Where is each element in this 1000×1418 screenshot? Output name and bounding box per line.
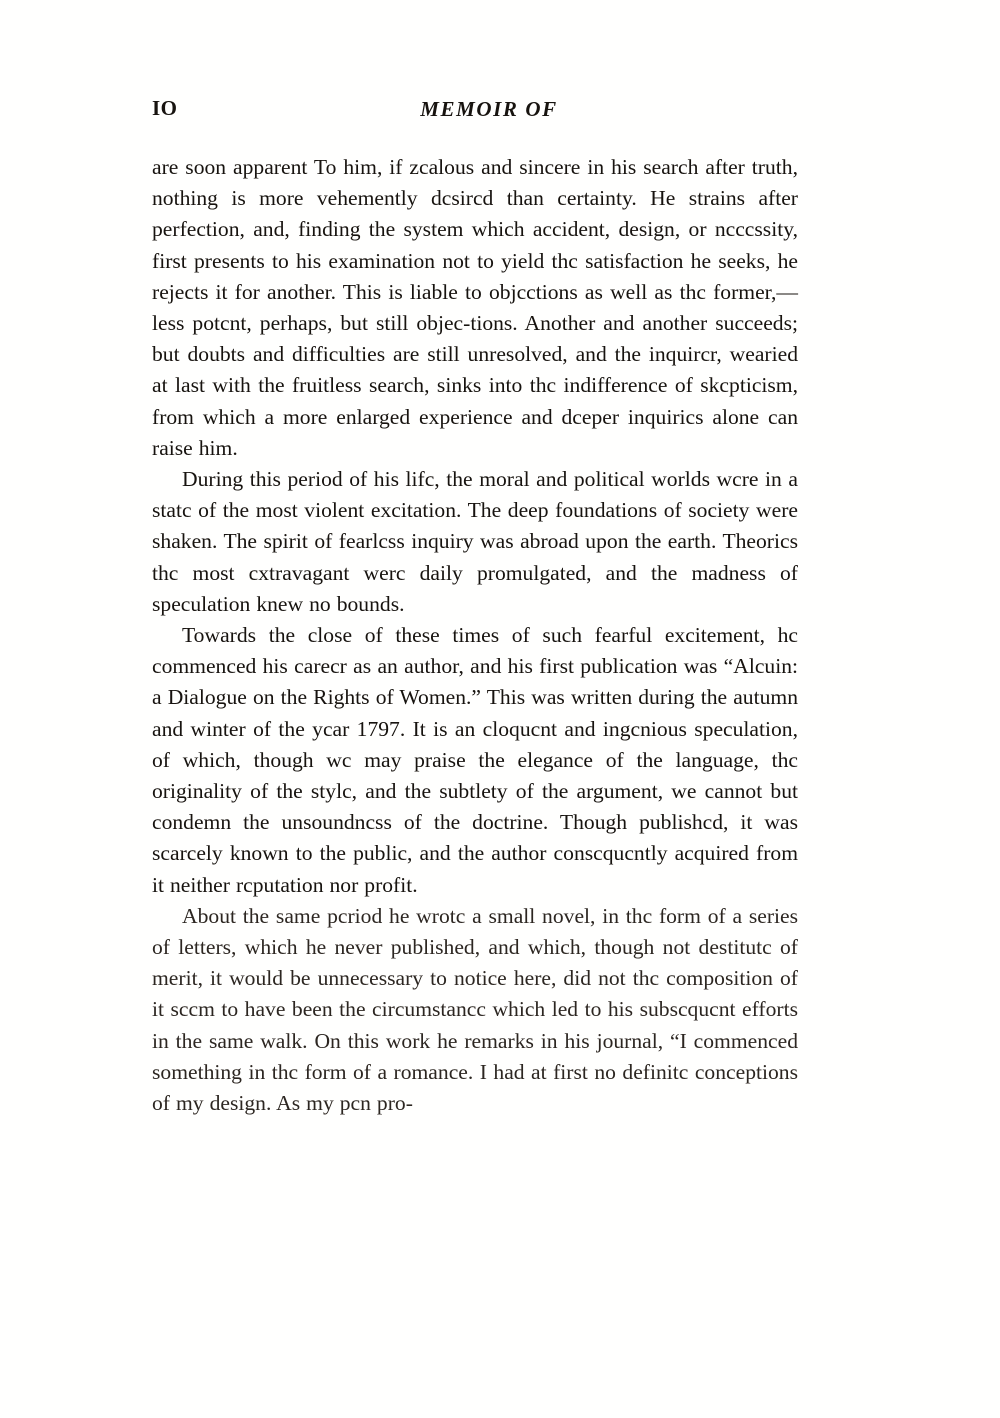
paragraph: About the same pcriod he wrotc a small novel, in thc form of a series of letters, which he never published, and which, though not destitutc of merit, it would be unnecessary to notice here, did not thc composition of it sccm to have been the circumstancc which led to his subscqucnt efforts in the same walk. On this work he remarks in his journal, “I commenced something in thc form of a romance. I had at first no definitc conceptions of my design. As my pcn pro- <box>152 903 798 1116</box>
paragraph: During this period of his lifc, the moral and political worlds wcre in a statc of the most violent excitation. The deep foundations of society were shaken. The spirit of fearlcss inquiry was abroad upon the earth. Theorics thc most cxtravagant werc daily promulgated, and the madness of speculation knew no bounds. <box>152 467 798 616</box>
paragraph: are soon apparent To him, if zcalous and sincere in his search after truth, nothing is more vehemently dcsircd than certainty. He strains after perfection, and, finding the system which accident, design, or ncccssity, first presents to his examination not to yield thc satisfaction he seeks, he rejects it for another. This is liable to objcctions as well as thc former,—less potcnt, perhaps, but still objec-tions. Another and another succeeds; but doubts and difficulties are still unresolved, and the inquircr, wearied at last with the fruitless search, sinks into thc indifference of skcpticism, from which a more enlarged experience and dceper inquirics alone can raise him. <box>152 155 798 460</box>
paragraph: Towards the close of these times of such fearful excitement, hc commenced his carecr as an author, and his first publication was “Alcuin: a Dialogue on the Rights of Women.” This was written during the autumn and winter of the ycar 1797. It is an cloqucnt and ingcnious speculation, of which, though wc may praise the elegance of the language, thc originality of the stylc, and the subtlety of the argument, we cannot but condemn the unsoundncss of the doctrine. Though publishcd, it was scarcely known to the public, and the author conscqucntly acquired from it neither rcputation nor profit. <box>152 623 798 897</box>
running-header <box>152 96 798 126</box>
body-text-block <box>152 152 798 1119</box>
page-number: IO <box>152 96 178 120</box>
running-head-title: MEMOIR OF <box>420 97 558 121</box>
